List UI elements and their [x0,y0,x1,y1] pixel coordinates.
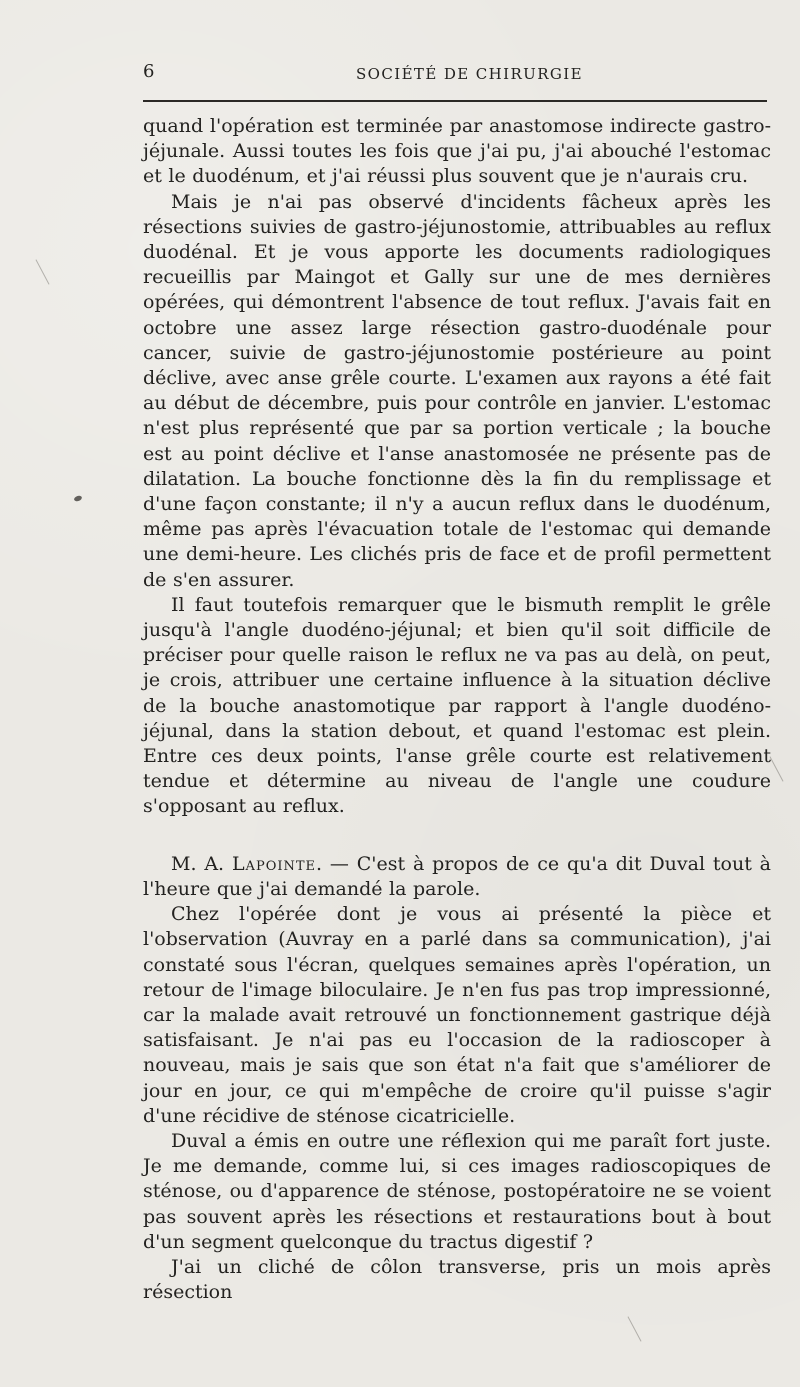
header-rule [143,100,767,102]
paragraph-5: Chez l'opérée dont je vous ai présenté la pièce et l'observation (Auvray en a parlé dans sa communication), j'ai constaté sous l'écran, quelques semaines après l'opération, un retour de l'image biloculaire. Je n'en fus pas trop impressionné, car la malade avait retrouvé un fonctionnement gastrique déjà satisfaisant. Je n'ai pas eu l'occasion de la radioscoper à nouveau, mais je sais que son état n'a fait que s'améliorer de jour en jour, ce qui m'empêche de croire qu'il puisse s'agir d'une récidive de sténose cicatricielle. [143,903,771,1127]
edge-mark-left [35,259,49,284]
edge-mark-bottom [627,1316,641,1341]
speaker-paragraph [143,852,771,902]
paragraph-6: Duval a émis en outre une réflexion qui me paraît fort juste. Je me demande, comme lui, si ces images radioscopiques de sténose, ou d'apparence de sténose, postopératoire ne se voient pas souvent après les résections et restaurations bout à bout d'un segment quelconque du tractus digestif ? [143,1129,771,1253]
body-text [143,114,771,1305]
page-number: 6 [143,61,155,82]
running-head: SOCIÉTÉ DE CHIRURGIE [356,65,583,83]
paragraph-2: Mais je n'ai pas observé d'incidents fâcheux après les résections suivies de gastro-jéjunostomie, attribuables au reflux duodénal. Et je vous apporte les documents radiologiques recueillis par Maingot et Gally sur une de mes dernières opérées, qui démontrent l'absence de tout reflux. J'avais fait en octobre une assez large résection gastro-duodénale pour cancer, suivie de gastro-jéjunostomie postérieure au point déclive, avec anse grêle courte. L'examen aux rayons a été fait au début de décembre, puis pour contrôle en janvier. L'estomac n'est plus représenté que par sa portion verticale ; la bouche est au point déclive et l'anse anastomosée ne présente pas de dilatation. La bouche fonctionne dès la fin du remplissage et d'une façon constante; il n'y a aucun reflux dans le duodénum, même pas après l'évacuation totale de l'estomac qui demande une demi-heure. Les clichés pris de face et de profil permettent de s'en assurer. [143,190,771,591]
speaker-remark: . — C'est à propos de ce qu'a dit Duval tout à l'heure que j'ai demandé la parole. [143,852,771,900]
paragraph-3: Il faut toutefois remarquer que le bismuth remplit le grêle jusqu'à l'angle duodéno-jéjunal; et bien qu'il soit difficile de préciser pour quelle raison le reflux ne va pas au delà, on peut, je crois, attribuer une certaine influence à la situation déclive de la bouche anastomotique par rapport à l'angle duodéno-jéjunal, dans la station debout, et quand l'estomac est plein. Entre ces deux points, l'anse grêle courte est relativement tendue et détermine au niveau de l'angle une coudure s'opposant au reflux. [143,593,771,818]
speaker-name: Lapointe [231,852,317,875]
edge-mark-right [769,756,783,781]
paragraph-7: J'ai un cliché de côlon transverse, pris un mois après résection [143,1255,771,1304]
page-header [143,60,767,90]
paragraph-1: quand l'opération est terminée par anastomose indirecte gastro-jéjunale. Aussi toutes les fois que j'ai pu, j'ai abouché l'estomac et le duodénum, et j'ai réussi plus souvent que je n'aurais cru. [143,115,771,188]
margin-speck [73,495,82,502]
speaker-initial: M. A. [171,852,232,875]
